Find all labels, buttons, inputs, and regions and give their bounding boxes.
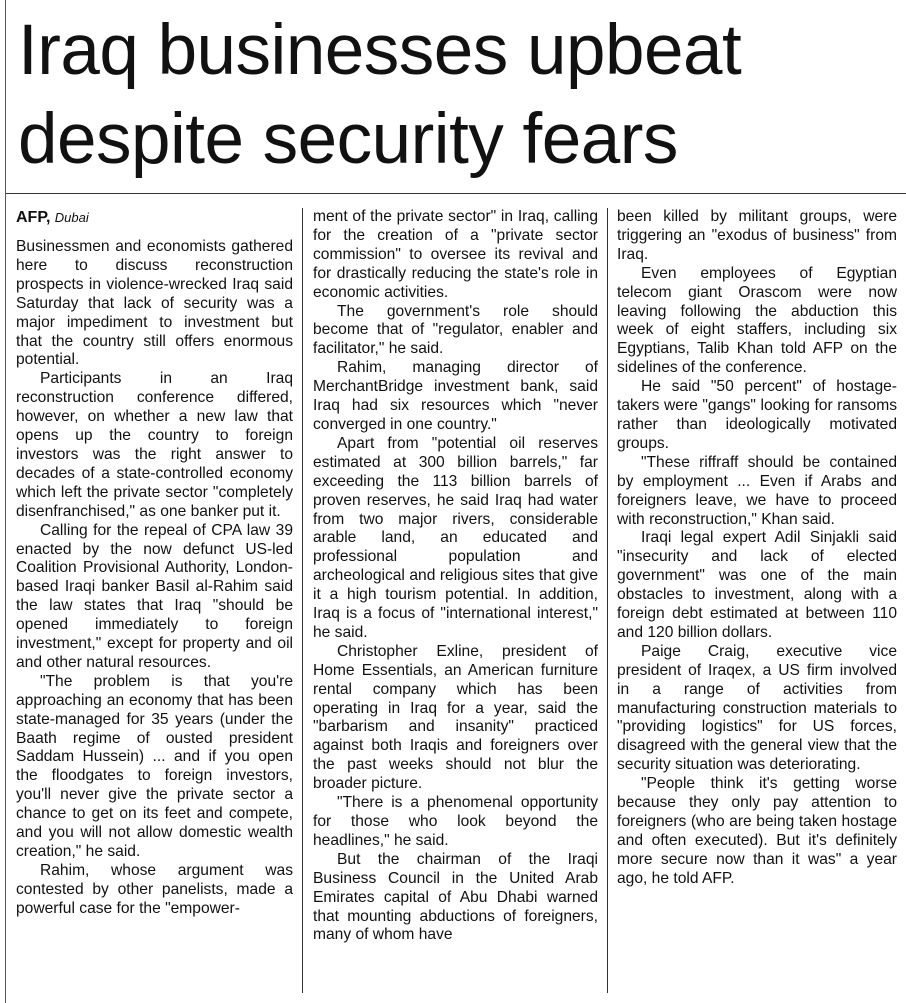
column-divider-1: [302, 208, 303, 993]
paragraph: Christopher Exline, president of Home Essentials, an American furniture rental company which has been operating in Iraq for a year, said the "barbarism and insanity" practiced against both Iraqis and foreigners over the past weeks should not blur the broader picture.: [313, 642, 598, 793]
left-border-rule: [5, 0, 6, 1003]
headline-divider: [6, 193, 906, 194]
headline-line-1: Iraq businesses upbeat: [18, 11, 742, 90]
paragraph: "These riffraff should be contained by employment ... Even if Arabs and foreigners leave, we have to proceed with reconstruction," Khan said.: [617, 453, 897, 528]
headline: [18, 6, 898, 184]
paragraph: He said "50 percent" of hostage-takers were "gangs" looking for ransoms rather than ideologically motivated groups.: [617, 378, 897, 452]
paragraph: The government's role should become that of "regulator, enabler and facilitator," he said.: [313, 302, 598, 358]
paragraph: Participants in an Iraq reconstruction conference differed, however, on whether a new law that opens up the country to foreign investors was the right answer to decades of a state-controlled economy which left the private sector "completely disenfranchised," as one banker put it.: [16, 370, 293, 520]
paragraph: Rahim, whose argument was contested by other panelists, made a powerful case for the "empower-: [16, 861, 293, 917]
byline-location: Dubai: [54, 210, 89, 225]
paragraph: Even employees of Egyptian telecom giant Orascom were now leaving following the abduction this week of eight staffers, including six Egyptians, Talib Khan told AFP on the sidelines of the conference.: [617, 264, 897, 377]
paragraph: Paige Craig, executive vice president of Iraqex, a US firm involved in a range of activities from manufacturing construction materials to "providing logistics" for US forces, disagreed with the general view that the security situation was deteriorating.: [617, 642, 897, 774]
byline: [16, 208, 293, 228]
paragraph: "The problem is that you're approaching an economy that has been state-managed for 35 years (under the Baath regime of ousted president Saddam Hussein) ... and if you open the floodgates to foreign investors, you'll never give the private sector a chance to get on its feet and compete, and you will not allow domestic wealth creation," he said.: [16, 672, 293, 860]
paragraph: But the chairman of the Iraqi Business Council in the United Arab Emirates capital of Abu Dhabi warned that mounting abductions of foreigners, many of whom have: [313, 850, 598, 944]
article-column-2: [313, 208, 598, 998]
byline-source: AFP,: [16, 209, 51, 226]
article-column-3: [617, 208, 897, 998]
paragraph: been killed by militant groups, were triggering an "exodus of business" from Iraq.: [617, 208, 897, 263]
paragraph: Calling for the repeal of CPA law 39 enacted by the now defunct US-led Coalition Provisional Authority, London-based Iraqi banker Basil al-Rahim said the law states that Iraq "should be opened immediately to foreign investment," except for property and oil and other natural resources.: [16, 521, 293, 671]
paragraph: Apart from "potential oil reserves estimated at 300 billion barrels," far exceeding the 113 billion barrels of proven reserves, he said Iraq had water from two major rivers, considerable arable land, an educated and professional population and archeological and religious sites that give it a high tourism potential. In addition, Iraq is a focus of "international interest," he said.: [313, 434, 598, 641]
paragraph: ment of the private sector" in Iraq, calling for the creation of a "private sector commission" to oversee its revival and for drastically reducing the state's role in economic activities.: [313, 208, 598, 301]
column-divider-2: [607, 208, 608, 993]
paragraph: "There is a phenomenal opportunity for those who look beyond the headlines," he said.: [313, 794, 598, 849]
paragraph: "People think it's getting worse because they only pay attention to foreigners (who are being taken hostage and often executed). But it's definitely more secure now than it was" a year ago, he told AFP.: [617, 775, 897, 887]
article-column-1: [16, 208, 293, 998]
paragraph: Rahim, managing director of MerchantBridge investment bank, said Iraq had six resources which "never converged in one country.": [313, 359, 598, 433]
headline-line-2: despite security fears: [18, 100, 678, 179]
paragraph: Businessmen and economists gathered here to discuss reconstruction prospects in violence-wrecked Iraq said Saturday that lack of security was a major impediment to investment but that the country still offers enormous potential.: [16, 238, 293, 369]
paragraph: Iraqi legal expert Adil Sinjakli said "insecurity and lack of elected government" was one of the main obstacles to investment, along with a foreign debt estimated at between 110 and 120 billion dollars.: [617, 529, 897, 641]
